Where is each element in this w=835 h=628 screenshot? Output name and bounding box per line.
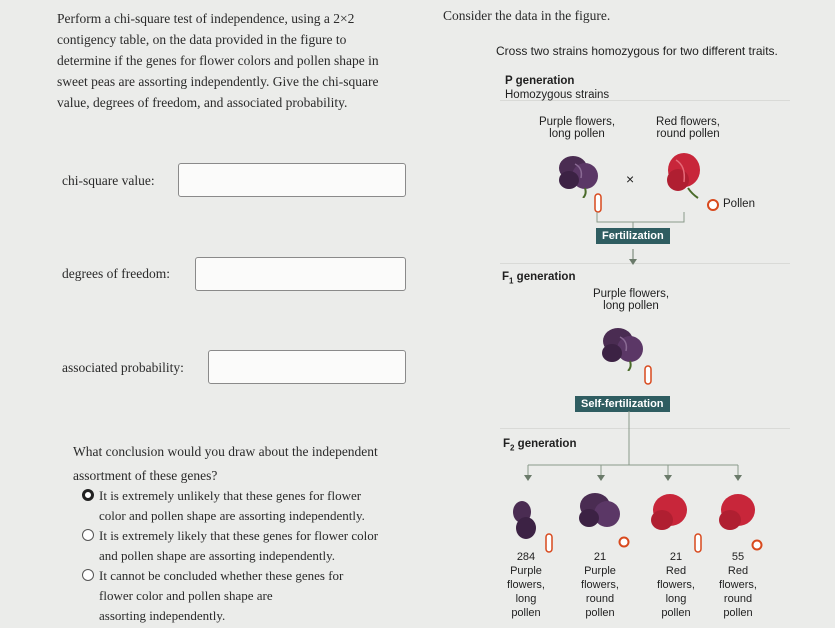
conclusion-prompt-line: What conclusion would you draw about the independent	[73, 444, 378, 459]
down-arrow-icon	[628, 249, 638, 267]
p-left-desc	[538, 116, 616, 140]
f1-generation-label	[502, 271, 575, 285]
f2-desc: flowers,	[657, 579, 695, 591]
f2-desc: flowers,	[719, 579, 757, 591]
gen-word: generation	[513, 271, 576, 283]
gen-letter: F	[503, 438, 511, 450]
f2-desc: Purple	[584, 565, 616, 577]
desc-line: Purple flowers,	[592, 288, 670, 300]
f2-generation-label	[503, 438, 576, 452]
option-text: assorting independently.	[99, 608, 226, 623]
p-generation-label: P generation	[505, 75, 575, 87]
f2-desc: flowers,	[581, 579, 619, 591]
f2-desc: round	[723, 593, 753, 605]
figure-caption: Cross two strains homozygous for two different traits.	[496, 44, 778, 58]
chi-square-input[interactable]	[178, 163, 406, 197]
pollen-label: Pollen	[723, 198, 755, 210]
p-generation-sub: Homozygous strains	[505, 89, 610, 101]
f2-desc: pollen	[511, 607, 541, 619]
f2-desc: round	[585, 593, 615, 605]
desc-line: long pollen	[549, 128, 605, 140]
gen-letter: F	[502, 271, 510, 283]
f1-desc	[590, 288, 672, 312]
probability-label: associated probability:	[62, 360, 184, 375]
f2-count: 284	[516, 551, 536, 563]
degrees-of-freedom-input[interactable]	[195, 257, 406, 291]
f2-desc: Red	[665, 565, 687, 577]
red-flower-icon	[716, 490, 762, 536]
radio-selected[interactable]	[82, 489, 94, 501]
f2-desc: Red	[727, 565, 749, 577]
figure-divider	[500, 263, 790, 264]
option-text: flower color and pollen shape are	[99, 588, 273, 603]
fertilization-label: Fertilization	[596, 228, 670, 244]
probability-input[interactable]	[208, 350, 406, 384]
f2-class-purple-round	[574, 550, 626, 620]
desc-line: Red flowers,	[656, 116, 720, 128]
conclusion-prompt-line: assortment of these genes?	[73, 468, 218, 483]
purple-flower-icon	[575, 488, 627, 534]
conclusion-option-1[interactable]	[82, 486, 422, 526]
f2-count: 21	[593, 551, 607, 563]
conclusion-prompt	[73, 440, 378, 488]
chi-square-label: chi-square value:	[62, 173, 155, 188]
question-line: sweet peas are assorting independently. Give the chi-square	[57, 74, 379, 89]
f2-class-red-round	[712, 550, 764, 620]
figure-intro: Consider the data in the figure.	[443, 8, 611, 23]
radio-unselected[interactable]	[82, 569, 94, 581]
purple-flower-icon	[555, 150, 605, 198]
f2-count: 55	[731, 551, 745, 563]
p-right-desc	[652, 116, 724, 140]
gen-word: generation	[514, 438, 577, 450]
f2-desc: pollen	[723, 607, 753, 619]
long-pollen-icon	[593, 193, 603, 213]
desc-line: Purple flowers,	[538, 116, 616, 128]
question-line: Perform a chi-square test of independence, using a 2×2	[57, 11, 355, 26]
cross-symbol: ×	[626, 171, 635, 187]
f2-desc: long	[665, 593, 687, 605]
f2-desc: flowers,	[507, 579, 545, 591]
option-text: It is extremely unlikely that these genes for flower	[99, 488, 362, 503]
option-text: color and pollen shape are assorting independently.	[99, 508, 365, 523]
radio-unselected[interactable]	[82, 529, 94, 541]
question-text	[57, 8, 417, 113]
option-text: It is extremely likely that these genes for flower color	[99, 528, 379, 543]
f2-desc: pollen	[661, 607, 691, 619]
red-flower-icon	[648, 490, 694, 536]
purple-flower-icon	[598, 323, 650, 371]
gen-subscript: 1	[509, 276, 514, 286]
degrees-of-freedom-label: degrees of freedom:	[62, 266, 170, 281]
f2-desc: long	[515, 593, 537, 605]
round-pollen-icon	[706, 198, 720, 212]
f2-desc: pollen	[585, 607, 615, 619]
f2-class-red-long	[649, 550, 703, 620]
gen-subscript: 2	[510, 443, 515, 453]
f2-count: 21	[669, 551, 683, 563]
f2-class-purple-long	[500, 550, 552, 620]
question-line: determine if the genes for flower colors and pollen shape in	[57, 53, 379, 68]
question-line: value, degrees of freedom, and associated probability.	[57, 95, 348, 110]
purple-flower-icon	[508, 498, 538, 546]
long-pollen-icon	[643, 365, 653, 385]
f2-desc: Purple	[510, 565, 542, 577]
desc-line: long pollen	[603, 300, 659, 312]
red-flower-icon	[662, 150, 706, 202]
conclusion-option-3[interactable]	[82, 566, 422, 626]
round-pollen-icon	[617, 535, 631, 549]
self-fertilization-label: Self-fertilization	[575, 396, 670, 412]
question-line: contigency table, on the data provided in the figure to	[57, 32, 347, 47]
option-text: It cannot be concluded whether these genes for	[99, 568, 344, 583]
desc-line: round pollen	[656, 128, 720, 140]
option-text: and pollen shape are assorting independently.	[99, 548, 335, 563]
conclusion-option-2[interactable]	[82, 526, 422, 566]
